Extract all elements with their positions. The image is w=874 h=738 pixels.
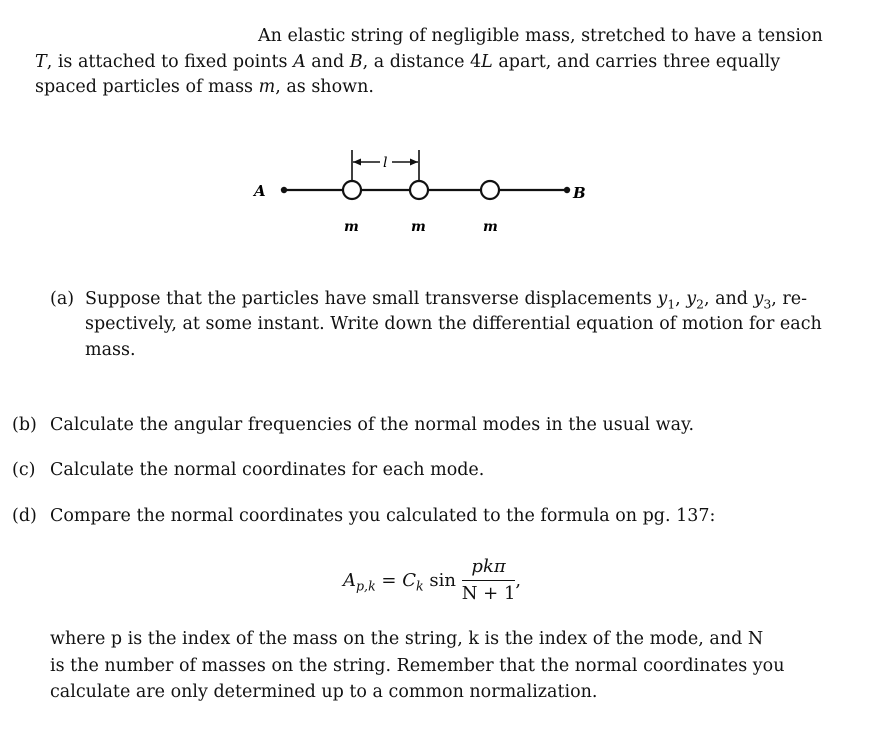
normal-coordinate-formula: $A_{p,k} = C_k$ sin $\frac{\text{pkπ}}{N + 1}$ , xyxy=(343,556,522,604)
mass-2 xyxy=(410,181,428,199)
spacing-arrowhead-left xyxy=(353,159,361,166)
closing-line-3: calculate are only determined up to a common normalization. xyxy=(50,682,598,702)
part-d-marker: (d) xyxy=(12,506,37,526)
formula-fraction xyxy=(462,556,516,605)
label-b: B xyxy=(573,184,586,202)
part-c-marker: (c) xyxy=(12,460,36,480)
fixed-point-a xyxy=(281,187,287,193)
part-a-line-1: Suppose that the particles have small transverse displacements $y_1$, $y_2$, and $y_3$, re- xyxy=(85,289,807,312)
part-b-text: Calculate the angular frequencies of the normal modes in the usual way. xyxy=(50,415,695,435)
part-d-text: Compare the normal coordinates you calculated to the formula on pg. 137: xyxy=(50,506,716,526)
string-masses-figure xyxy=(240,140,600,250)
label-spacing: l xyxy=(383,155,388,171)
intro-line-1: An elastic string of negligible mass, stretched to have a tension xyxy=(258,26,823,46)
part-a-line-2: spectively, at some instant. Write down the differential equation of motion for each xyxy=(85,314,822,334)
part-c-text: Calculate the normal coordinates for each mode. xyxy=(50,460,485,480)
fixed-point-b xyxy=(564,187,570,193)
mass-label-1: m xyxy=(344,219,359,235)
intro-line-2: T, is attached to fixed points A and B, a distance 4L apart, and carries three equally xyxy=(35,52,781,72)
mass-label-2: m xyxy=(411,219,426,235)
part-a-marker: (a) xyxy=(50,289,75,309)
mass-3 xyxy=(481,181,499,199)
mass-1 xyxy=(343,181,361,199)
spacing-arrowhead-right xyxy=(410,159,418,166)
formula-numerator: pkπ xyxy=(462,556,516,581)
closing-line-2: is the number of masses on the string. Remember that the normal coordinates you xyxy=(50,656,785,676)
intro-line-3: spaced particles of mass m, as shown. xyxy=(35,77,374,97)
label-a: A xyxy=(254,182,266,200)
formula-denominator: N + 1 xyxy=(461,583,516,604)
mass-label-3: m xyxy=(483,219,498,235)
part-a-line-3: mass. xyxy=(85,340,136,360)
closing-line-1: where p is the index of the mass on the string, k is the index of the mode, and N xyxy=(50,629,764,649)
part-b-marker: (b) xyxy=(12,415,37,435)
